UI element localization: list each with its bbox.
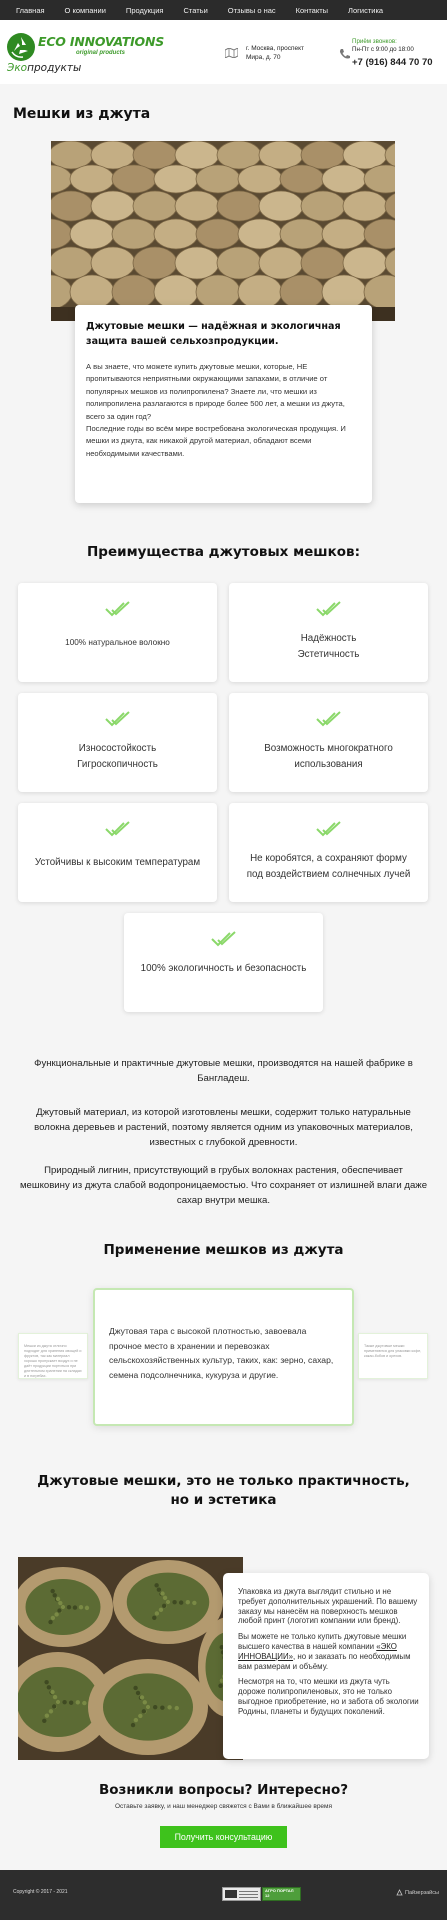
advantage-card (229, 693, 428, 792)
nav-home[interactable]: Главная (16, 5, 45, 15)
phone-label: Приём звонков: (352, 38, 397, 45)
aesthetics-paragraph-1: Упаковка из джута выглядит стильно и не требует дополнительных украшений. По вашему заказу мы нанесём на поверхность мешков любой принт (логотип компании или бренд). (238, 1587, 418, 1626)
copyright: Copyright © 2017 - 2021 (13, 1889, 68, 1895)
logo-title: ECO INNOVATIONS (38, 34, 165, 49)
site-footer (0, 1870, 447, 1920)
recycle-icon (6, 32, 36, 62)
advantage-card (229, 803, 428, 902)
double-check-icon (315, 821, 343, 837)
intro-title: Джутовые мешки — надёжная и экологичная защита вашей сельхозпродукции. (86, 321, 341, 347)
made-by[interactable] (396, 1889, 439, 1896)
p2-suffix: , но и заказать по необходимым вам размерам и объёму. (238, 1651, 411, 1671)
nav-articles[interactable]: Статьи (183, 5, 208, 15)
advantage-text: Устойчивы к высоким температурам (34, 857, 201, 868)
about-paragraph-2: Джутовый материал, из которой изготовлены мешки, содержит только натуральные волокна деревьев и растений, поэтому является одним из упаковочных материалов, известных с глубокой древности. (34, 1107, 413, 1148)
aesthetics-card (223, 1573, 429, 1759)
counter-badge[interactable] (222, 1887, 261, 1901)
page-title: Мешки из джута (13, 106, 151, 122)
phone-number[interactable]: +7 (916) 844 70 70 (352, 57, 433, 68)
logo-brand (7, 62, 81, 74)
nav-about[interactable]: О компании (64, 5, 106, 15)
cta-subtitle: Оставьте заявку, и наш менеджер свяжется с Вами в ближайшее время (114, 1803, 333, 1810)
site-header (0, 20, 447, 84)
nav-products[interactable]: Продукция (125, 5, 164, 15)
cta-title: Возникли вопросы? Интересно? (98, 1782, 349, 1798)
advantage-card (18, 803, 217, 902)
advantage-text: Надёжность Эстетичность (297, 633, 360, 660)
advantage-text: Возможность многократного использования (264, 743, 393, 770)
about-paragraph-3: Природный лигнин, присутствующий в грубых волокнах растения, обеспечивает мешковину из джута слабой водопроницаемостью. Что сохраняет от излишней влаги даже сахар внутри мешка. (19, 1165, 428, 1206)
developer-logo-icon (396, 1889, 403, 1896)
agro-portal-badge[interactable] (262, 1887, 301, 1901)
intro-paragraph-2: Последние годы во всём мире востребована экологическая продукция. И мешки из джута, как никакой другой материал, обладают всеми необходимыми качествами. (86, 424, 346, 458)
aesthetics-paragraph-3: Несмотря на то, что мешки из джута чуть дороже полипропиленовых, это не только выгодное приобретение, но и забота об экологии Родины, планеты и будущих поколений. (238, 1677, 419, 1716)
usage-card (93, 1288, 354, 1426)
advantage-card (229, 583, 428, 682)
brand-suffix: продукты (27, 62, 82, 74)
address: г. Москва, проспект Мира, д. 70 (246, 45, 305, 61)
company-link[interactable]: «ЭКО ИННОВАЦИИ» (238, 1641, 397, 1661)
advantage-card (18, 583, 217, 682)
nav-contacts[interactable]: Контакты (295, 5, 329, 15)
phone-block (352, 38, 444, 68)
advantage-card (18, 693, 217, 792)
carousel-slide-prev[interactable] (18, 1333, 88, 1379)
advantage-text: Износостойкость Гигроскопичность (77, 743, 158, 770)
phone-icon (339, 48, 351, 60)
logo-subtitle: original products (76, 50, 126, 56)
double-check-icon (104, 711, 132, 727)
badge-number: 12 (265, 1892, 270, 1898)
slide-text: Также джутовые мешки применяются для упаковки кофе, какао-бобов и орехов. (364, 1344, 422, 1358)
intro-card (75, 305, 372, 503)
intro-paragraph-1: А вы знаете, что можете купить джутовые мешки, которые, НЕ пропитываются неприятными окружающими запахами, в отличие от популярных мешков из полипропилена? Знаете ли, что мешки из полипропилена разлагаются в природе более 500 лет, а мешки из джута, всего за один год? (86, 362, 345, 421)
site-logo[interactable] (6, 30, 166, 78)
double-check-icon (104, 821, 132, 837)
double-check-icon (104, 601, 132, 617)
aesthetics-paragraph-2 (238, 1632, 419, 1671)
advantage-text: 100% натуральное волокно (65, 638, 170, 647)
usage-title: Применение мешков из джута (103, 1242, 344, 1258)
advantages-title: Преимущества джутовых мешков: (87, 544, 360, 560)
made-by-text: Пайзерзайсы (405, 1889, 439, 1896)
double-check-icon (315, 711, 343, 727)
top-nav (0, 0, 447, 20)
olive-sacks-image (18, 1557, 243, 1760)
advantage-text: 100% экологичность и безопасность (140, 963, 307, 974)
slide-text: Мешки из джута отлично подходят для хранения овощей и фруктов, так как материал хорошо пропускает воздух и не даёт продукции портиться при длительном хранении на складах и в погребах. (24, 1344, 82, 1378)
advantage-text: Не коробятся, а сохраняют форму под воздействием солнечных лучей (246, 853, 411, 880)
map-icon (225, 48, 238, 58)
phone-hours: Пн-Пт с 9:00 до 18:00 (352, 46, 414, 53)
carousel-slide-next[interactable] (358, 1333, 428, 1379)
badge-text: АГРО ПОРТАЛ (265, 1888, 294, 1893)
usage-text: Джутовая тара с высокой плотностью, завоевала прочное место в хранении и перевозках сельскохозяйственных культур, таких, как: зерно, сахар, семена подсолнечника, кукуруза и другие. (109, 1326, 334, 1380)
nav-logistics[interactable]: Логистика (348, 5, 384, 15)
get-consultation-button[interactable]: Получить консультацию (160, 1826, 287, 1848)
double-check-icon (210, 931, 238, 947)
brand-prefix: Эко (7, 62, 28, 74)
advantage-card (124, 913, 323, 1012)
nav-reviews[interactable]: Отзывы о нас (227, 5, 276, 15)
aesthetics-title: Джутовые мешки, это не только практичность, но и эстетика (37, 1473, 410, 1508)
about-paragraph-1: Функциональные и практичные джутовые мешки, производятся на нашей фабрике в Бангладеш. (34, 1058, 413, 1084)
hero-sacks-image (51, 141, 395, 321)
p2-prefix: Вы можете не только купить джутовые мешки высшего качества в нашей компании (238, 1632, 407, 1651)
double-check-icon (315, 601, 343, 617)
